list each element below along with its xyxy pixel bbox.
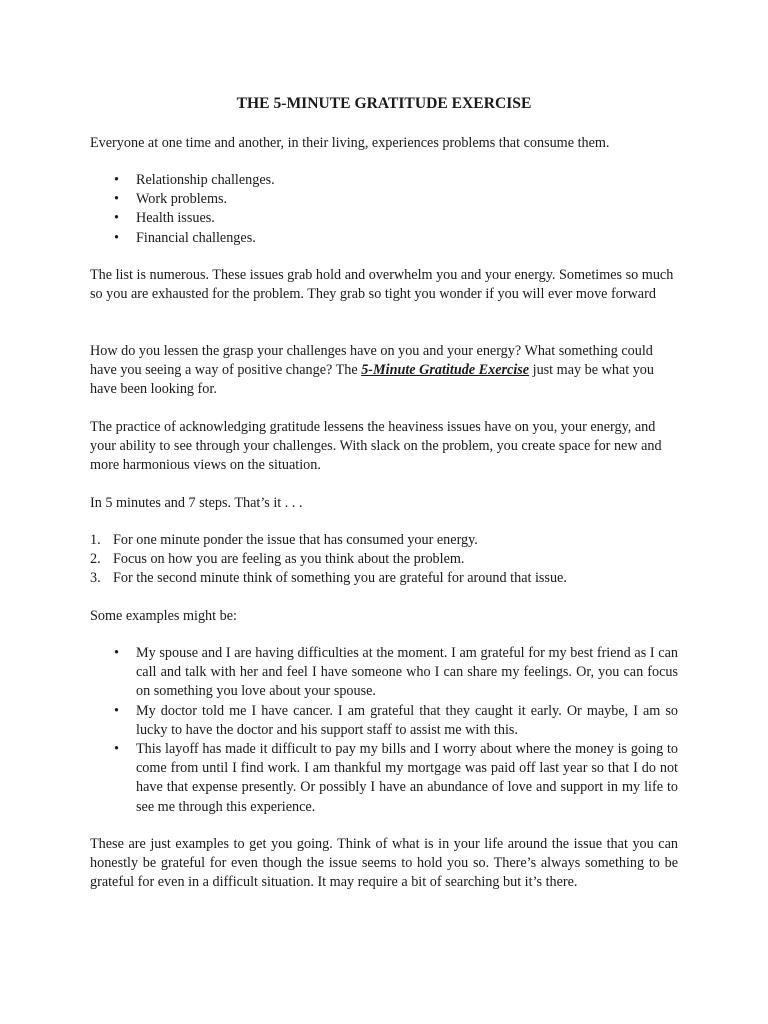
step-item — [90, 569, 678, 588]
bullet-icon: • — [114, 702, 119, 719]
example-text: This layoff has made it difficult to pay my bills and I worry about where the money is going to come from until I find work. I am thankful my mortgage was paid off last year so that I do not have that expense presently. Or possibly I have an abundance of love and support in my life to see me through this experience. — [136, 741, 678, 815]
step-item — [90, 531, 678, 550]
step-number: 3. — [90, 570, 101, 587]
problems-list — [90, 171, 678, 248]
list-item-text: Health issues. — [136, 210, 215, 227]
example-item — [90, 740, 678, 817]
example-item — [90, 644, 678, 702]
exercise-emphasis: 5-Minute Gratitude Exercise — [361, 362, 530, 379]
bullet-icon: • — [114, 645, 119, 661]
closing-paragraph: These are just examples to get you going. Think of what is in your life around the issue that you can honestly be grateful for even though the issue seems to hold you so. There’s always something to be grateful for even in a difficult situation. It may require a bit of searching but it’s there. — [90, 836, 678, 891]
bullet-icon: • — [114, 229, 119, 246]
example-item — [90, 702, 678, 740]
bullet-icon: • — [114, 172, 119, 188]
intro-paragraph: Everyone at one time and another, in their living, experiences problems that consume them. — [90, 135, 610, 151]
step-item — [90, 550, 678, 569]
bullet-icon: • — [114, 741, 119, 758]
list-item — [90, 190, 678, 209]
examples-list — [90, 644, 678, 817]
list-paragraph: The list is numerous. These issues grab hold and overwhelm you and your energy. Sometimes so much so you are exhausted for the problem. They grab so tight you wonder if you will ever move forward — [90, 267, 674, 303]
step-text: For one minute ponder the issue that has consumed your energy. — [113, 532, 478, 548]
lessen-text-before: How do you lessen the grasp your challenges have on you and your energy? What something could have you seeing a way of positive change? The — [90, 343, 653, 379]
step-number: 2. — [90, 551, 101, 568]
bullet-icon: • — [114, 210, 119, 227]
list-item-text: Financial challenges. — [136, 229, 256, 246]
list-item-text: Work problems. — [136, 191, 228, 208]
examples-intro: Some examples might be: — [90, 608, 237, 624]
steps-intro: In 5 minutes and 7 steps. That’s it . . . — [90, 495, 303, 511]
list-item-text: Relationship challenges. — [136, 172, 275, 188]
example-text: My doctor told me I have cancer. I am grateful that they caught it early. Or maybe, I am so lucky to have the doctor and his support staff to assist me with this. — [136, 702, 678, 738]
step-number: 1. — [90, 532, 101, 548]
steps-list — [90, 531, 678, 589]
list-item — [90, 171, 678, 190]
list-item — [90, 209, 678, 228]
lessen-text-after: just may be what you have been looking for. — [90, 362, 654, 398]
practice-paragraph: The practice of acknowledging gratitude lessens the heaviness issues have on you, your energy, and your ability to see through your challenges. With slack on the problem, you create space for new and more harmonious views on the situation. — [90, 419, 662, 474]
page-title: THE 5-MINUTE GRATITUDE EXERCISE — [236, 95, 532, 112]
bullet-icon: • — [114, 191, 119, 208]
step-text: Focus on how you are feeling as you think about the problem. — [113, 551, 465, 568]
step-text: For the second minute think of something you are grateful for around that issue. — [113, 570, 567, 587]
example-text: My spouse and I are having difficulties at the moment. I am grateful for my best friend as I can call and talk with her and feel I have someone who I can share my feelings. Or, you can focus on something you love about your spouse. — [136, 645, 678, 700]
list-item — [90, 229, 678, 248]
lessen-paragraph — [90, 342, 678, 400]
